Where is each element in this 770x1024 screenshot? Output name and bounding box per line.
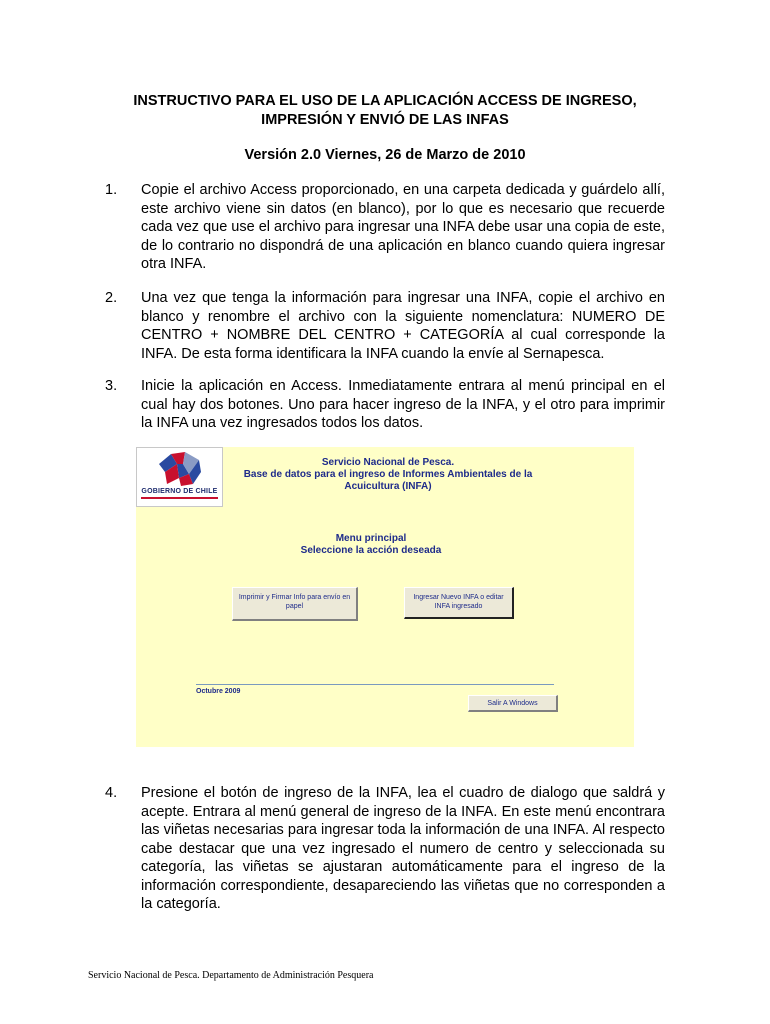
list-item	[105, 377, 665, 433]
list-item-text: Inicie la aplicación en Access. Inmediatamente entrara al menú principal en el cual hay dos botones. Uno para hacer ingreso de la INFA, y el otro para imprimir la INFA una vez ingresados todos los datos.	[141, 378, 665, 431]
logo-mark-icon	[153, 450, 205, 488]
list-item-number: 1.	[105, 182, 118, 198]
list-item	[105, 181, 665, 274]
menu-heading-line-2: Seleccione la acción deseada	[300, 545, 442, 556]
logo-text: GOBIERNO DE CHILE	[141, 488, 218, 495]
list-item-text: Una vez que tenga la información para ingresar una INFA, copie el archivo en blanco y renombre el archivo con la siguiente nomenclatura: NUMERO DE CENTRO + NOMBRE DEL CENTRO + CATEGORÍA al cual corresponde la INFA. De esta forma identificara la INFA cuando la envíe al Sernapesca.	[141, 290, 665, 362]
list-item-number: 2.	[105, 290, 118, 306]
title-line-1: INSTRUCTIVO PARA EL USO DE LA APLICACIÓN ACCESS DE INGRESO,	[133, 93, 637, 109]
list-item-text: Copie el archivo Access proporcionado, en una carpeta dedicada y guárdelo allí, este archivo viene sin datos (en blanco), por lo que es necesario que recuerde cada vez que use el archivo para ingresar una INFA debe usar una copia de este, de lo contrario no dispondrá de una aplicación en blanco cuando quiera ingresar otra INFA.	[141, 182, 665, 272]
list-item	[105, 289, 665, 363]
separator-line	[196, 684, 554, 685]
app-title-line-1: Servicio Nacional de Pesca.	[321, 457, 455, 468]
version-line: Versión 2.0 Viernes, 26 de Marzo de 2010	[244, 147, 526, 163]
menu-heading	[256, 533, 486, 557]
title-line-2: IMPRESIÓN Y ENVIÓ DE LAS INFAS	[261, 112, 509, 128]
list-item	[105, 784, 665, 914]
print-infa-button[interactable]: Imprimir y Firmar Info para envío en papel	[232, 587, 358, 621]
page-footer: Servicio Nacional de Pesca. Departamento de Administración Pesquera	[88, 970, 374, 981]
app-title-line-2: Base de datos para el ingreso de Informes Ambientales de la	[243, 469, 533, 480]
exit-to-windows-button[interactable]: Salir A Windows	[468, 695, 558, 712]
list-item-number: 3.	[105, 378, 118, 394]
date-label: Octubre 2009	[196, 688, 241, 695]
logo-underline	[141, 497, 218, 499]
app-title-line-3: Acuicultura (INFA)	[344, 481, 432, 492]
list-item-number: 4.	[105, 785, 118, 801]
menu-heading-line-1: Menu principal	[335, 533, 407, 544]
app-title	[228, 457, 548, 493]
document-title	[60, 92, 710, 130]
new-infa-button[interactable]: Ingresar Nuevo INFA o editar INFA ingresado	[404, 587, 514, 619]
gobierno-de-chile-logo	[136, 447, 223, 507]
access-main-menu-screenshot	[136, 447, 634, 747]
list-item-text: Presione el botón de ingreso de la INFA, lea el cuadro de dialogo que saldrá y acepte. Entrara al menú general de ingreso de la INFA. En este menú encontrara las viñetas necesarias para ingresar toda la información de una INFA. Al respecto cabe destacar que una vez ingresado el numero de centro y seleccionada su categoría, las viñetas se ajustaran automáticamente para el ingreso de la información correspondiente, desapareciendo las viñetas que no corresponden a la categoría.	[141, 785, 665, 912]
